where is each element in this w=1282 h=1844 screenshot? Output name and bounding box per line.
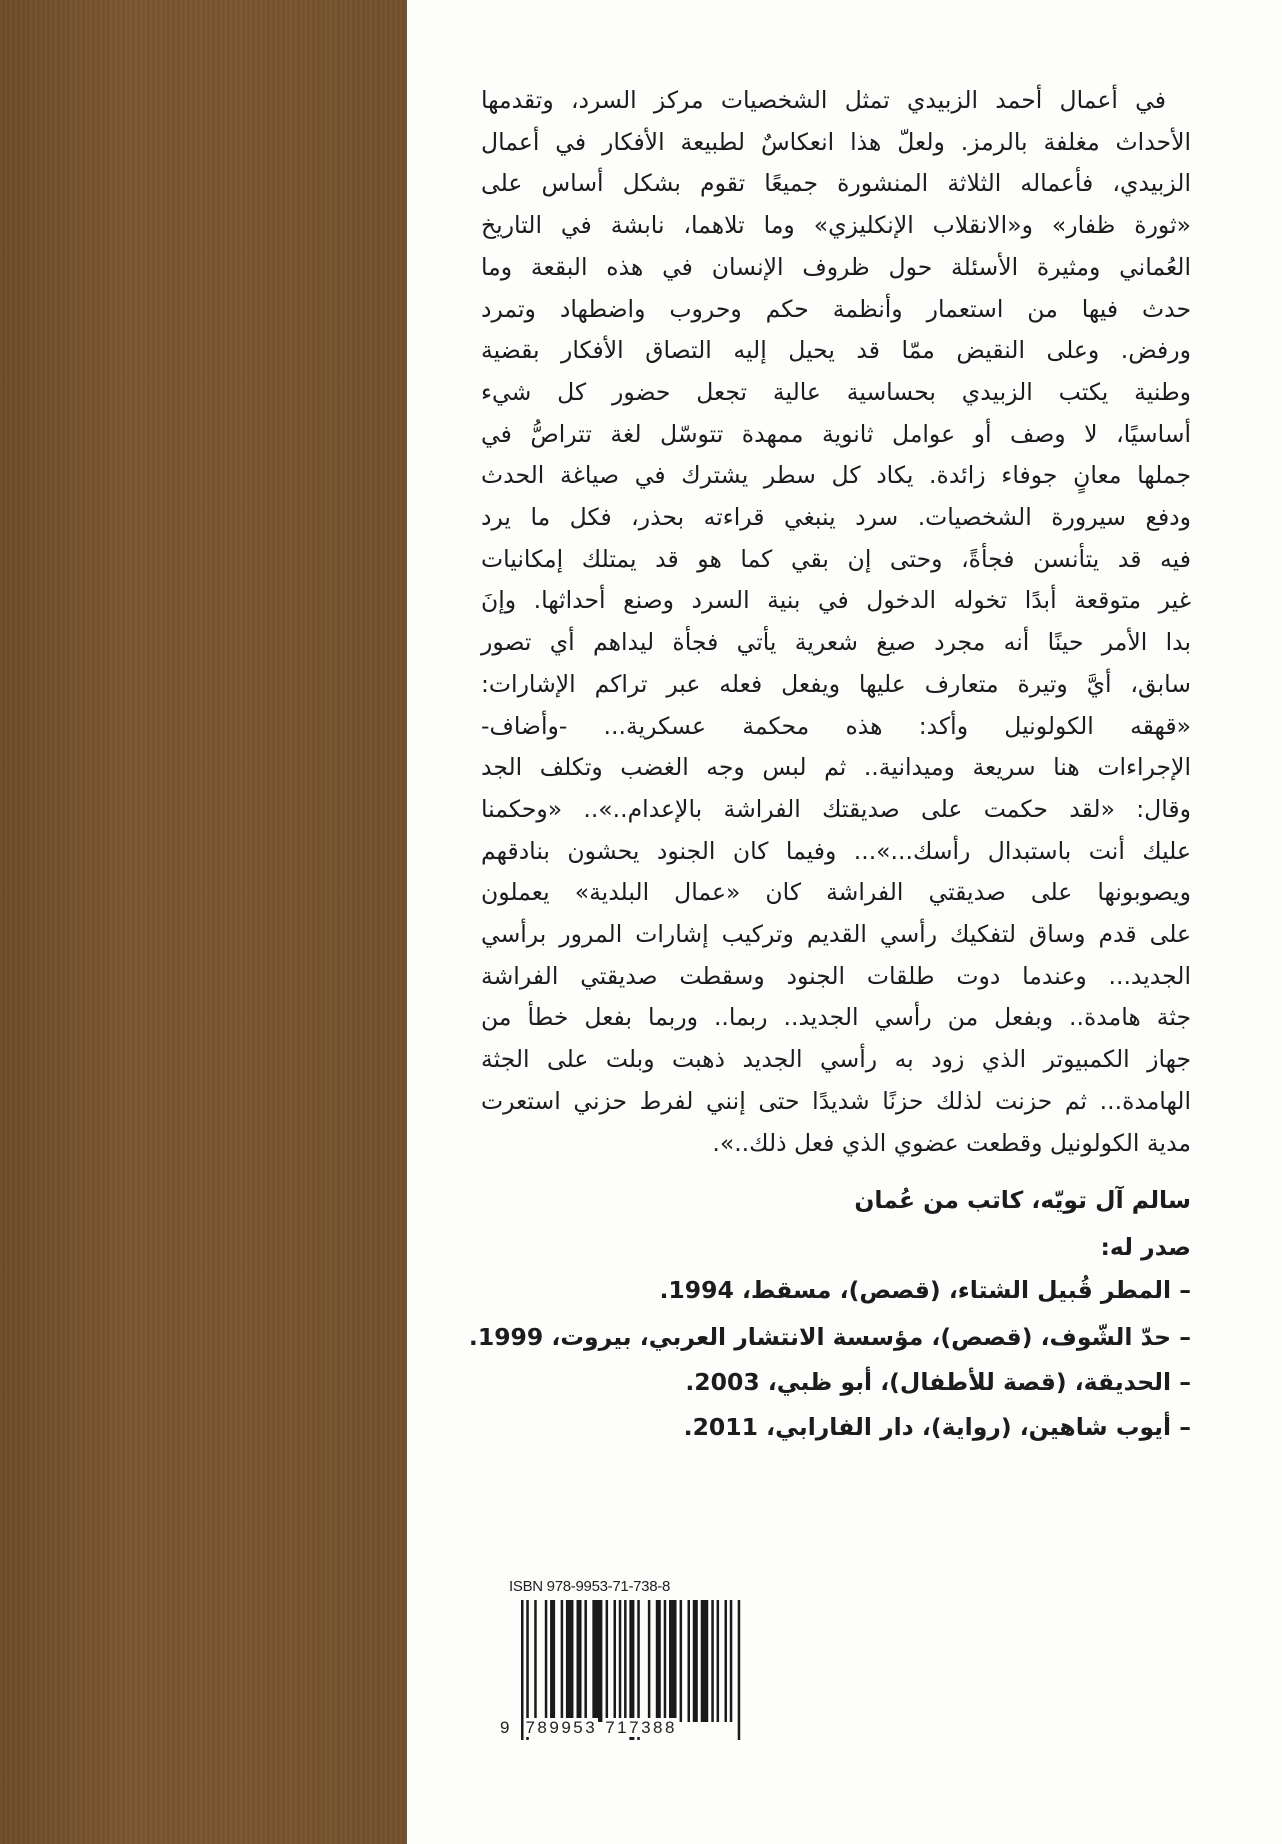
barcode-bar <box>730 1600 733 1722</box>
barcode-bar <box>545 1600 548 1722</box>
barcode-bar <box>688 1600 691 1722</box>
blurb-line: وطنية يكتب الزبيدي بحساسية عالية تجعل حضور كل شيء <box>481 377 1191 406</box>
barcode-bar <box>693 1600 698 1722</box>
blurb-line: بدا الأمر حينًا أنه مجرد صيغ شعرية يأتي فجأة ليداهم أي تصور <box>481 628 1191 657</box>
blurb-line: «قهقه الكولونيل وأكد: هذه محكمة عسكرية... -وأضاف- <box>481 711 1191 740</box>
blurb-line: الزبيدي، فأعماله الثلاثة المنشورة جميعًا تقوم بشكل أساس على <box>481 169 1191 198</box>
blurb-line: «ثورة ظفار» و«الانقلاب الإنكليزي» وما تلاهما، نابشة في التاريخ <box>481 211 1191 240</box>
blurb-line: على قدم وساق لتفكيك رأسي القديم وتركيب إشارات المرور برأسي <box>481 920 1191 948</box>
author-bio: سالم آل تويّه، كاتب من عُمان <box>854 1186 1191 1214</box>
barcode-bar <box>534 1600 537 1722</box>
barcode-group-1: 789953 <box>525 1718 598 1737</box>
barcode-bar <box>656 1600 661 1722</box>
blurb-line: سابق، أيَّ وتيرة متعارف عليها ويفعل فعله عبر تراكم الإشارات: <box>481 669 1191 698</box>
barcode-digits <box>499 1718 678 1738</box>
blurb-line: جثة هامدة.. وبفعل من رأسي الجديد.. ربما.. وربما بفعل خطأ من <box>481 1003 1191 1032</box>
barcode-bar <box>592 1600 602 1722</box>
barcode-lead-digit: 9 <box>500 1718 510 1737</box>
blurb-line: مدية الكولونيل وقطعت عضوي الذي فعل ذلك..». <box>712 1128 1191 1157</box>
barcode-bar <box>711 1600 714 1722</box>
blurb-line: عليك أنت باستبدال رأسك...»... وفيما كان الجنود يحشون بنادقهم <box>481 836 1191 865</box>
blurb-line: وقال: «لقد حكمت على صديقتك الفراشة بالإعدام..».. «وحكمنا <box>481 794 1191 823</box>
barcode-bar <box>577 1600 582 1722</box>
book-spine-band <box>0 0 407 1844</box>
work-item: – حدّ الشّوف، (قصص)، مؤسسة الانتشار العربي، بيروت، 1999. <box>468 1323 1191 1351</box>
barcode-bar <box>701 1600 709 1722</box>
barcode-bar <box>738 1600 741 1740</box>
blurb-line: فيه قد يتأنسن فجأةً، وحتى إن بقي كما هو قد يمتلك إمكانيات <box>481 544 1191 573</box>
barcode-bar <box>619 1600 622 1722</box>
barcode-bar <box>664 1600 667 1722</box>
blurb-line: حدث فيها من استعمار وأنظمة حكم وحروب واضطهاد وتمرد <box>481 294 1191 323</box>
barcode-bar <box>566 1600 574 1722</box>
blurb-line: العُماني ومثيرة الأسئلة حول ظروف الإنسان في هذه البقعة وما <box>481 252 1191 281</box>
barcode-bar <box>550 1600 555 1722</box>
blurb-line: ودفع سيرورة الشخصيات. سرد ينبغي قراءته بحذر، فكل ما يرد <box>481 503 1191 531</box>
blurb-line: الهامدة... ثم حزنت لذلك حزنًا شديدًا حتى إنني لفرط حزني استعرت <box>481 1086 1191 1115</box>
barcode-group-2: 717388 <box>605 1718 677 1737</box>
published-works-label: صدر له: <box>1100 1233 1191 1261</box>
blurb-line: غير متوقعة أبدًا تخوله الدخول في بنية السرد وصنع أحداثها. وإنَ <box>481 586 1191 615</box>
work-item: – المطر قُبيل الشتاء، (قصص)، مسقط، 1994. <box>659 1276 1191 1304</box>
back-cover-text <box>468 0 1191 1844</box>
barcode-bar <box>725 1600 728 1722</box>
blurb-line: ورفض. وعلى النقيض ممّا قد يحيل إليه التصاق الأفكار بقضية <box>481 336 1191 365</box>
blurb-line: في أعمال أحمد الزبيدي تمثل الشخصيات مركز السرد، وتقدمها <box>481 86 1166 114</box>
isbn-barcode <box>500 1578 745 1758</box>
blurb-line: الإجراءات هنا سريعة وميدانية.. ثم لبس وجه الغضب وتكلف الجد <box>481 753 1191 782</box>
blurb-line: الجديد... وعندما دوت طلقات الجنود وسقطت صديقتي الفراشة <box>481 961 1191 990</box>
blurb-line: ويصوبونها على صديقتي الفراشة كان «عمال البلدية» يعملون <box>481 878 1191 907</box>
barcode-bar <box>680 1600 683 1722</box>
isbn-text: ISBN 978-9953-71-738-8 <box>509 1578 671 1595</box>
barcode-bar <box>717 1600 720 1722</box>
work-item: – الحديقة، (قصة للأطفال)، أبو ظبي، 2003. <box>685 1368 1191 1396</box>
blurb-line: جملها معانٍ جوفاء زائدة. يكاد كل سطر يشترك في صياغة الحدث <box>481 461 1191 490</box>
barcode-bar <box>648 1600 651 1722</box>
barcode-bar <box>614 1600 617 1722</box>
barcode-bar <box>561 1600 564 1722</box>
barcode-bar <box>624 1600 627 1722</box>
barcode-bar <box>606 1600 609 1722</box>
blurb-line: الأحداث مغلفة بالرمز. ولعلّ هذا انعكاسٌ لطبيعة الأفكار في أعمال <box>481 127 1191 156</box>
barcode-bar <box>669 1600 677 1722</box>
blurb-line: أساسيًا، لا وصف أو عوامل ثانوية ممهدة تتوسّل لغة تتراصُّ في <box>481 419 1191 448</box>
barcode-bar <box>584 1600 587 1722</box>
work-item: – أيوب شاهين، (رواية)، دار الفارابي، 2011. <box>683 1413 1191 1441</box>
blurb-line: جهاز الكمبيوتر الذي زود به رأسي الجديد ذهبت وبلت على الجثة <box>481 1045 1191 1074</box>
